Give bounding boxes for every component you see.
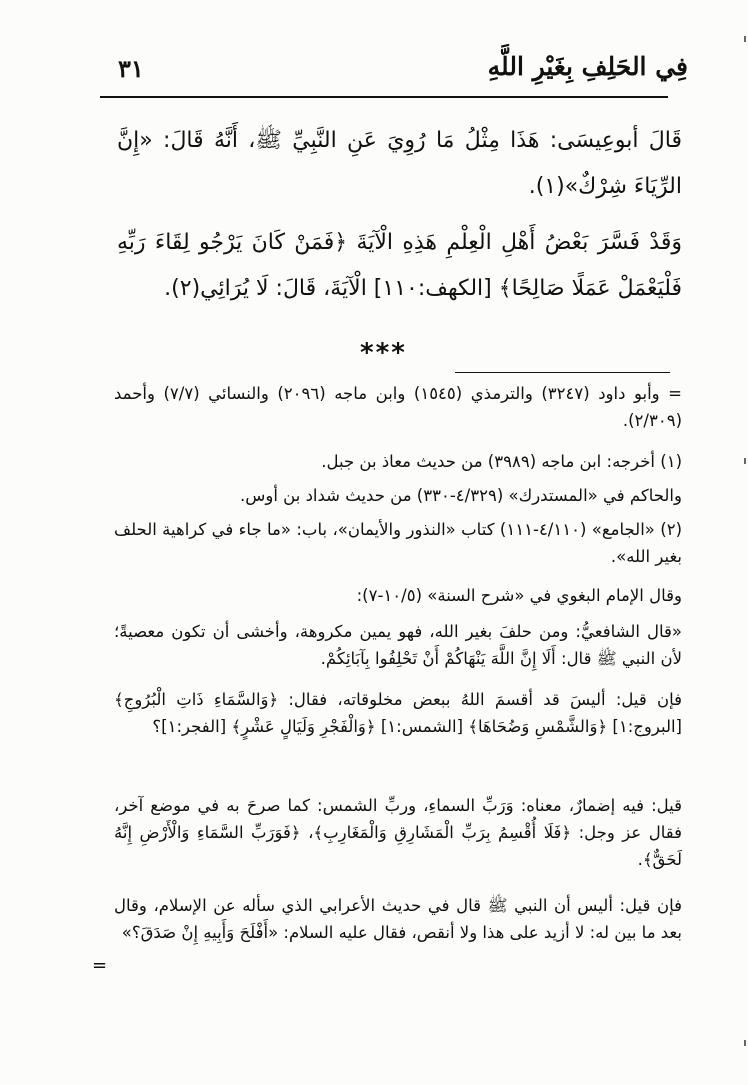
- main-paragraph-2: وَقَدْ فَسَّرَ بَعْضُ أَهْلِ الْعِلْمِ هَذِهِ الْآيَةَ ﴿فَمَنْ كَانَ يَرْجُو لِقَاءَ رَبِّهِ فَلْيَعْمَلْ عَمَلًا صَالِحًا﴾ [الكهف:١١٠] الْآيَةَ، قَالَ: لَا يُرَائِي(٢).: [117, 230, 682, 301]
- page-number: ٣١: [118, 54, 144, 83]
- footnote-1: (١) أخرجه: ابن ماجه (٣٩٨٩) من حديث معاذ بن جبل.: [321, 452, 682, 471]
- footnote-2-shafii: «قال الشافعيُّ: ومن حلفَ بغير الله، فهو يمين مكروهة، وأخشى أن تكون معصيةً؛ لأن النبي ﷺ قال: أَلَا إِنَّ اللَّهَ يَنْهَاكُمْ أَنْ تَحْلِفُوا بِآبَائِكُمْ.: [114, 622, 682, 668]
- header-rule: [100, 96, 668, 98]
- margin-tick: [744, 458, 746, 464]
- footnote-1-cont: والحاكم في «المستدرك» (٤/٣٢٩-٣٣٠) من حديث شداد بن أوس.: [240, 486, 682, 505]
- running-title: فِي الحَلِفِ بِغَيْرِ اللَّهِ: [487, 52, 688, 81]
- footnote-2-answer: قيل: فيه إضمارٌ، معناه: وَرَبِّ السماءِ، وربِّ الشمس: كما صرحَ به في موضع آخر، فقال عز وجل: ﴿فَلَا أُقْسِمُ بِرَبِّ الْمَشَارِقِ وَالْمَغَارِبِ﴾، ﴿فَوَرَبِّ السَّمَاءِ وَالْأَرْضِ إِنَّهُ لَحَقٌّ﴾.: [114, 796, 682, 869]
- margin-tick: [744, 36, 746, 42]
- margin-tick: [744, 1040, 746, 1046]
- footnote-2-bedouin: فإن قيل: أليس أن النبي ﷺ قال في حديث الأعرابي الذي سأله عن الإسلام، وقال بعد ما بين له: لا أزيد على هذا ولا أنقص، فقال عليه السلام: «أَفْلَحَ وَأَبِيهِ إِنْ صَدَقَ؟»: [114, 896, 682, 942]
- footnote-2-question: فإن قيل: أليسَ قد أقسمَ اللهُ ببعض مخلوقاته، فقال: ﴿وَالسَّمَاءِ ذَاتِ الْبُرُوجِ﴾ [البروج:١] ﴿وَالشَّمْسِ وَضُحَاهَا﴾ [الشمس:١] ﴿وَالْفَجْرِ وَلَيَالٍ عَشْرٍ﴾ [الفجر:١]؟: [114, 690, 682, 736]
- footnote-2: (٢) «الجامع» (٤/١١٠-١١١) كتاب «النذور والأيمان»، باب: «ما جاء في كراهية الحلف بغير الله».: [114, 520, 682, 566]
- section-separator: ***: [360, 338, 407, 368]
- footnote-2-baghawi: وقال الإمام البغوي في «شرح السنة» (١٠/٥-٧):: [356, 586, 682, 605]
- main-paragraph-1: قَالَ أبوعِيسَى: هَذَا مِثْلُ مَا رُوِيَ عَنِ النَّبِيِّ ﷺ، أَنَّهُ قَالَ: «إِنَّ الرِّيَاءَ شِرْكٌ»(١).: [117, 128, 682, 199]
- footnote-continuation: = وأبو داود (٣٢٤٧) والترمذي (١٥٤٥) وابن ماجه (٢٠٩٦) والنسائي (٧/٧) وأحمد (٢/٣٠٩).: [114, 384, 683, 430]
- continuation-mark: =: [92, 955, 108, 976]
- footnote-rule: [455, 372, 670, 373]
